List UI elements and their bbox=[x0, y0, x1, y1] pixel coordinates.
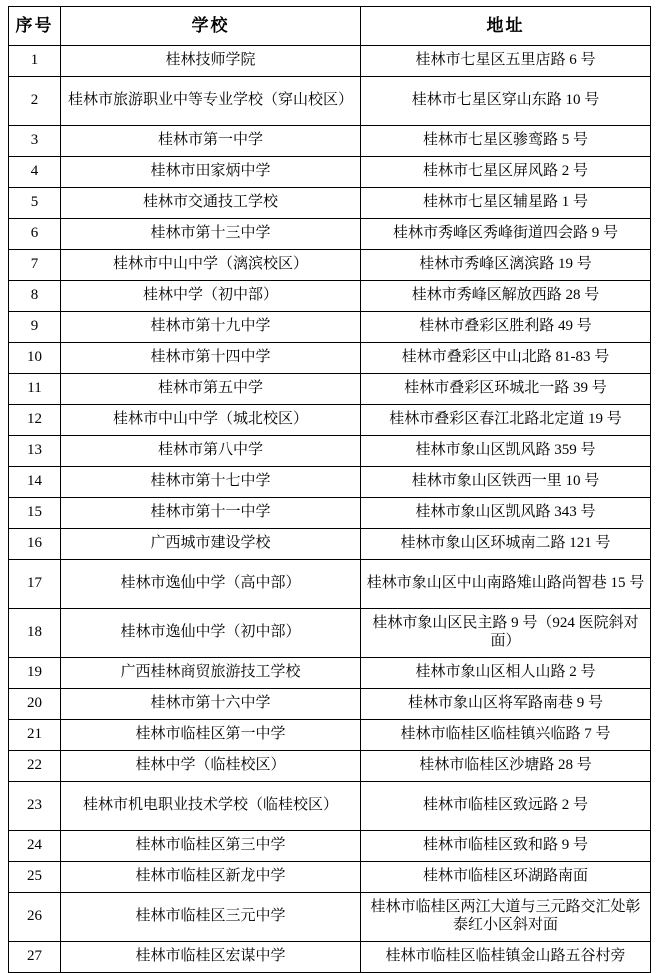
cell-school-name: 桂林市第十三中学 bbox=[61, 219, 361, 250]
cell-index: 4 bbox=[9, 157, 61, 188]
cell-school-name: 桂林市中山中学（城北校区） bbox=[61, 405, 361, 436]
column-header-address: 地址 bbox=[361, 7, 651, 46]
cell-address: 桂林市七星区骖鸾路 5 号 bbox=[361, 126, 651, 157]
cell-address: 桂林市叠彩区春江北路北定道 19 号 bbox=[361, 405, 651, 436]
table-row bbox=[9, 498, 651, 529]
cell-address: 桂林市秀峰区解放西路 28 号 bbox=[361, 281, 651, 312]
cell-index: 11 bbox=[9, 374, 61, 405]
table-row bbox=[9, 942, 651, 973]
cell-school-name: 桂林中学（临桂校区） bbox=[61, 751, 361, 782]
table-row bbox=[9, 782, 651, 831]
cell-index: 23 bbox=[9, 782, 61, 831]
cell-index: 24 bbox=[9, 831, 61, 862]
cell-index: 22 bbox=[9, 751, 61, 782]
cell-school-name: 桂林市第十六中学 bbox=[61, 689, 361, 720]
cell-index: 9 bbox=[9, 312, 61, 343]
cell-address: 桂林市象山区铁西一里 10 号 bbox=[361, 467, 651, 498]
cell-index: 12 bbox=[9, 405, 61, 436]
cell-address: 桂林市临桂区沙塘路 28 号 bbox=[361, 751, 651, 782]
cell-address: 桂林市叠彩区环城北一路 39 号 bbox=[361, 374, 651, 405]
cell-index: 6 bbox=[9, 219, 61, 250]
cell-address: 桂林市临桂区临桂镇金山路五谷村旁 bbox=[361, 942, 651, 973]
cell-address: 桂林市象山区凯风路 343 号 bbox=[361, 498, 651, 529]
cell-address: 桂林市七星区穿山东路 10 号 bbox=[361, 77, 651, 126]
cell-index: 15 bbox=[9, 498, 61, 529]
cell-school-name: 桂林市临桂区第一中学 bbox=[61, 720, 361, 751]
cell-school-name: 桂林市临桂区宏谋中学 bbox=[61, 942, 361, 973]
cell-address: 桂林市临桂区环湖路南面 bbox=[361, 862, 651, 893]
cell-school-name: 桂林市机电职业技术学校（临桂校区） bbox=[61, 782, 361, 831]
cell-address: 桂林市七星区辅星路 1 号 bbox=[361, 188, 651, 219]
cell-index: 19 bbox=[9, 658, 61, 689]
cell-school-name: 广西桂林商贸旅游技工学校 bbox=[61, 658, 361, 689]
cell-address: 桂林市七星区五里店路 6 号 bbox=[361, 46, 651, 77]
cell-address: 桂林市临桂区两江大道与三元路交汇处彰泰红小区斜对面 bbox=[361, 893, 651, 942]
cell-school-name: 桂林市田家炳中学 bbox=[61, 157, 361, 188]
table-row bbox=[9, 720, 651, 751]
cell-index: 2 bbox=[9, 77, 61, 126]
cell-school-name: 桂林市第十一中学 bbox=[61, 498, 361, 529]
table-row bbox=[9, 374, 651, 405]
cell-index: 21 bbox=[9, 720, 61, 751]
cell-index: 8 bbox=[9, 281, 61, 312]
table-row bbox=[9, 658, 651, 689]
table-row bbox=[9, 751, 651, 782]
cell-school-name: 桂林市逸仙中学（初中部） bbox=[61, 609, 361, 658]
table-body bbox=[9, 46, 651, 973]
cell-school-name: 桂林市第十九中学 bbox=[61, 312, 361, 343]
cell-school-name: 桂林市第十四中学 bbox=[61, 343, 361, 374]
cell-school-name: 桂林技师学院 bbox=[61, 46, 361, 77]
cell-address: 桂林市叠彩区中山北路 81-83 号 bbox=[361, 343, 651, 374]
table-row bbox=[9, 862, 651, 893]
cell-school-name: 桂林市交通技工学校 bbox=[61, 188, 361, 219]
table-header bbox=[9, 7, 651, 46]
cell-school-name: 桂林市临桂区第三中学 bbox=[61, 831, 361, 862]
cell-school-name: 桂林中学（初中部） bbox=[61, 281, 361, 312]
school-address-table bbox=[8, 6, 651, 973]
table-row bbox=[9, 560, 651, 609]
table-row bbox=[9, 126, 651, 157]
table-row bbox=[9, 609, 651, 658]
cell-address: 桂林市叠彩区胜利路 49 号 bbox=[361, 312, 651, 343]
cell-index: 18 bbox=[9, 609, 61, 658]
cell-address: 桂林市秀峰区秀峰街道四会路 9 号 bbox=[361, 219, 651, 250]
table-row bbox=[9, 529, 651, 560]
table-row bbox=[9, 250, 651, 281]
table-row bbox=[9, 188, 651, 219]
cell-index: 25 bbox=[9, 862, 61, 893]
cell-address: 桂林市象山区环城南二路 121 号 bbox=[361, 529, 651, 560]
cell-school-name: 桂林市临桂区新龙中学 bbox=[61, 862, 361, 893]
table-row bbox=[9, 157, 651, 188]
table-row bbox=[9, 893, 651, 942]
table-row bbox=[9, 46, 651, 77]
cell-address: 桂林市象山区凯风路 359 号 bbox=[361, 436, 651, 467]
table-row bbox=[9, 436, 651, 467]
cell-address: 桂林市七星区屏风路 2 号 bbox=[361, 157, 651, 188]
cell-address: 桂林市临桂区临桂镇兴临路 7 号 bbox=[361, 720, 651, 751]
cell-index: 7 bbox=[9, 250, 61, 281]
cell-index: 17 bbox=[9, 560, 61, 609]
cell-school-name: 桂林市临桂区三元中学 bbox=[61, 893, 361, 942]
cell-address: 桂林市象山区中山南路雉山路尚智巷 15 号 bbox=[361, 560, 651, 609]
table-row bbox=[9, 77, 651, 126]
cell-school-name: 广西城市建设学校 bbox=[61, 529, 361, 560]
table-row bbox=[9, 689, 651, 720]
cell-address: 桂林市象山区相人山路 2 号 bbox=[361, 658, 651, 689]
cell-school-name: 桂林市第十七中学 bbox=[61, 467, 361, 498]
table-header-row bbox=[9, 7, 651, 46]
cell-index: 27 bbox=[9, 942, 61, 973]
table-row bbox=[9, 312, 651, 343]
table-row bbox=[9, 281, 651, 312]
cell-index: 3 bbox=[9, 126, 61, 157]
column-header-school: 学校 bbox=[61, 7, 361, 46]
cell-school-name: 桂林市第五中学 bbox=[61, 374, 361, 405]
cell-school-name: 桂林市第八中学 bbox=[61, 436, 361, 467]
cell-address: 桂林市象山区将军路南巷 9 号 bbox=[361, 689, 651, 720]
table-row bbox=[9, 219, 651, 250]
cell-index: 26 bbox=[9, 893, 61, 942]
table-row bbox=[9, 405, 651, 436]
column-header-index: 序号 bbox=[9, 7, 61, 46]
cell-index: 1 bbox=[9, 46, 61, 77]
cell-address: 桂林市临桂区致远路 2 号 bbox=[361, 782, 651, 831]
cell-address: 桂林市临桂区致和路 9 号 bbox=[361, 831, 651, 862]
cell-index: 16 bbox=[9, 529, 61, 560]
cell-school-name: 桂林市旅游职业中等专业学校（穿山校区） bbox=[61, 77, 361, 126]
cell-school-name: 桂林市中山中学（漓滨校区） bbox=[61, 250, 361, 281]
cell-index: 5 bbox=[9, 188, 61, 219]
cell-address: 桂林市秀峰区漓滨路 19 号 bbox=[361, 250, 651, 281]
cell-school-name: 桂林市第一中学 bbox=[61, 126, 361, 157]
cell-index: 14 bbox=[9, 467, 61, 498]
cell-school-name: 桂林市逸仙中学（高中部） bbox=[61, 560, 361, 609]
table-row bbox=[9, 831, 651, 862]
cell-index: 20 bbox=[9, 689, 61, 720]
table-row bbox=[9, 343, 651, 374]
table-row bbox=[9, 467, 651, 498]
cell-index: 10 bbox=[9, 343, 61, 374]
cell-index: 13 bbox=[9, 436, 61, 467]
cell-address: 桂林市象山区民主路 9 号（924 医院斜对面） bbox=[361, 609, 651, 658]
